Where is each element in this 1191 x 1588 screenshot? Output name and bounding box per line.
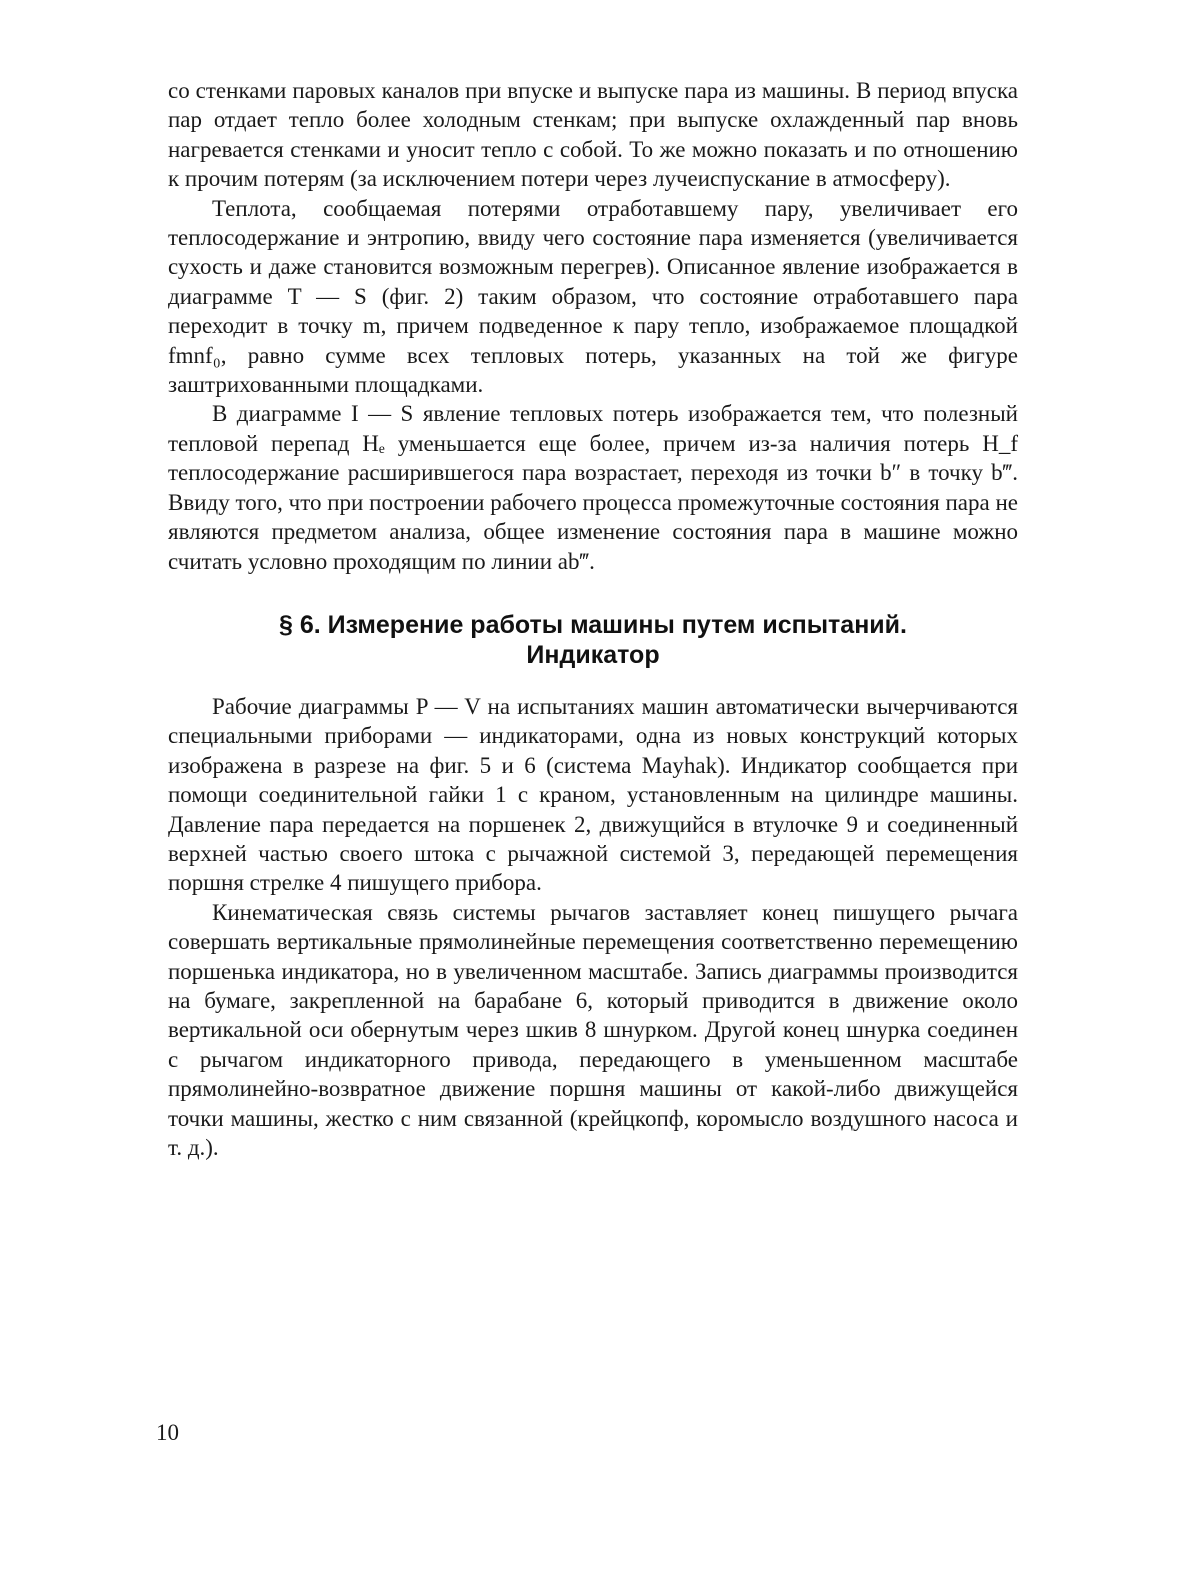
paragraph-indicator-description: Рабочие диаграммы P — V на испытаниях машин автоматически вычерчиваются специальными приборами — индикаторами, одна из новых конструкций которых изображена в разрезе на фиг. 5 и 6 (система Mayhak). Индикатор сообщается при помощи соединительной гайки 1 с краном, установленным на цилиндре машины. Давление пара передается на поршенек 2, движущийся в втулочке 9 и соединенный верхней частью своего штока с рычажной системой 3, передающей перемещения поршня стрелке 4 пишущего прибора. <box>168 693 1018 896</box>
spacer <box>168 670 1018 692</box>
section-heading-line-1: § 6. Измерение работы машины путем испытаний. <box>278 610 907 639</box>
section-heading <box>168 610 1018 670</box>
section-heading-line-2: Индикатор <box>526 640 660 669</box>
page-number: 10 <box>156 1420 179 1445</box>
paragraph-continuation: со стенками паровых каналов при впуске и выпуске пара из машины. В период впуска пар отдает тепло более холодным стенкам; при выпуске охлажденный пар вновь нагревается стенками и уносит тепло с собой. То же можно показать и по отношению к прочим потерям (за исключением потери через лучеиспускание в атмосферу). <box>168 78 1018 192</box>
paragraph-heat-losses: Теплота, сообщаемая потерями отработавшему пару, увеличивает его теплосодержание и энтропию, ввиду чего состояние пара изменяется (увеличивается сухость и даже становится возможным перегрев). Описанное явление изображается в диаграмме T — S (фиг. 2) таким образом, что состояние отработавшего пара переходит в точку m, причем подведенное к пару тепло, изображаемое площадкой fmnf₀, равно сумме всех тепловых потерь, указанных на той же фигуре заштрихованными площадками. <box>168 195 1018 398</box>
paragraph-kinematics: Кинематическая связь системы рычагов заставляет конец пишущего рычага совершать вертикальные прямолинейные перемещения соответственно перемещению поршенька индикатора, но в увеличенном масштабе. Запись диаграммы производится на бумаге, закрепленной на барабане 6, который приводится в движение около вертикальной оси обернутым через шкив 8 шнурком. Другой конец шнурка соединен с рычагом индикаторного привода, передающего в уменьшенном масштабе прямолинейно-возвратное движение поршня машины от какой-либо движущейся точки машины, жестко с ним связанной (крейцкопф, коромысло воздушного насоса и т. д.). <box>168 899 1018 1160</box>
spacer <box>168 576 1018 610</box>
paragraph-is-diagram: В диаграмме I — S явление тепловых потерь изображается тем, что полезный тепловой перепад Hₑ уменьшается еще более, причем из-за наличия потерь H_f теплосодержание расширившегося пара возрастает, переходя из точки b″ в точку b‴. Ввиду того, что при построении рабочего процесса промежуточные состояния пара не являются предметом анализа, общее изменение состояния пара в машине можно считать условно проходящим по линии ab‴. <box>168 401 1018 574</box>
page-body <box>168 76 1018 1162</box>
